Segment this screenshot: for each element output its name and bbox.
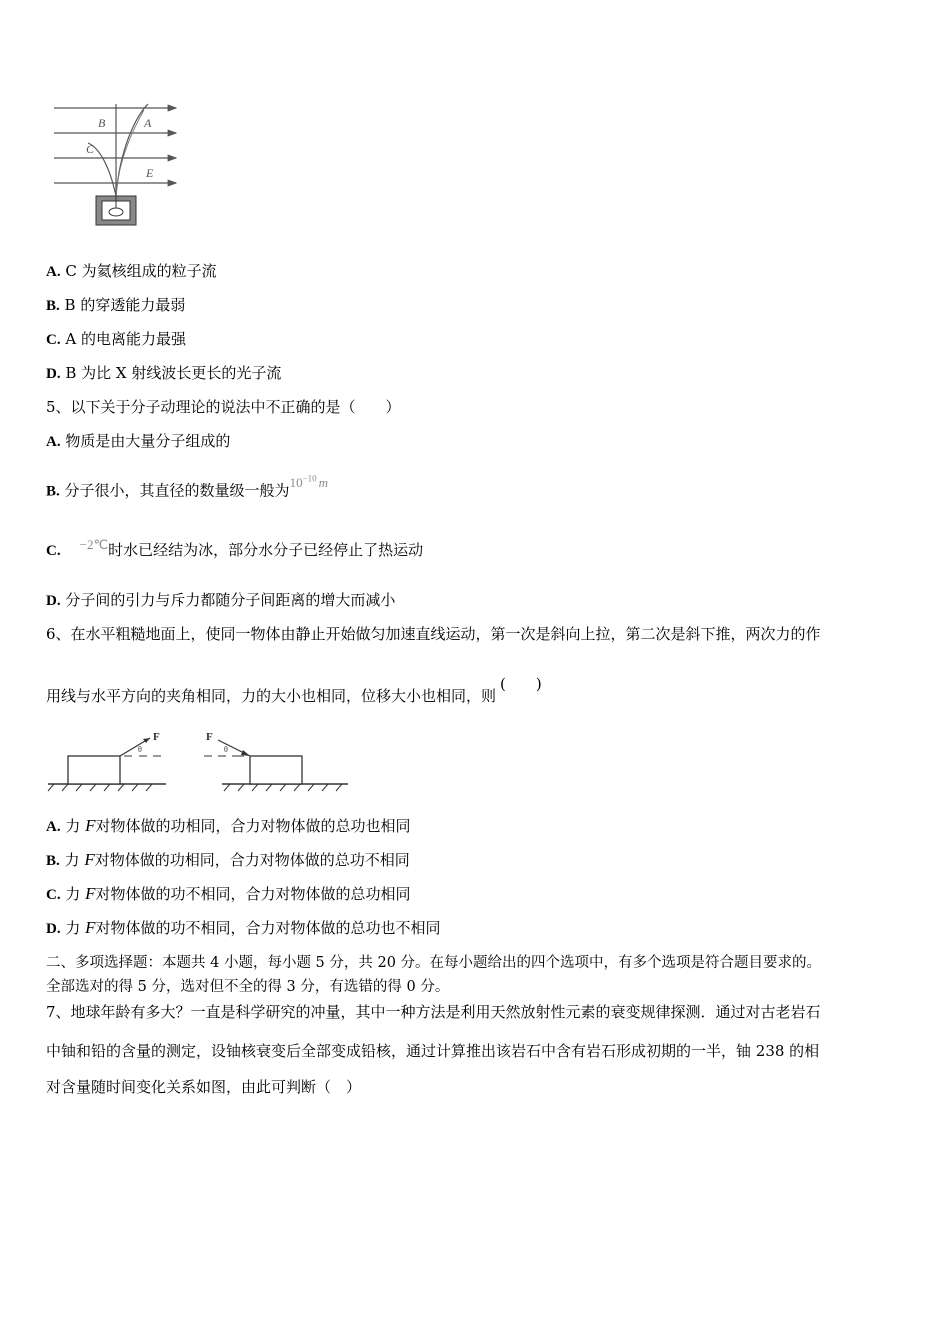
q7-line3: 对含量随时间变化关系如图，由此可判断（ ）	[46, 1078, 362, 1096]
q4-option-a: A. C 为氦核组成的粒子流	[46, 262, 217, 280]
q5-option-a: A. 物质是由大量分子组成的	[46, 432, 231, 450]
q7-line1: 7、地球年龄有多大？一直是科学研究的冲量，其中一种方法是利用天然放射性元素的衰变规律探测．通过对古老岩石	[46, 1003, 821, 1021]
q6-stem-line2: 用线与水平方向的夹角相同，力的大小也相同，位移大小也相同，则( )	[46, 675, 542, 705]
q5-option-c: C. −2℃时水已经结为冰，部分水分子已经停止了热运动	[46, 537, 424, 559]
force-label-left: F	[153, 731, 160, 743]
q5-option-b: B. 分子很小，其直径的数量级一般为$10^{-10}$ m	[46, 474, 329, 500]
q7-line2: 中铀和铅的含量的测定，设铀核衰变后全部变成铅核，通过计算推出该岩石中含有岩石形成初期的一半，铀 238 的相	[46, 1042, 820, 1060]
q4-option-c: C. A 的电离能力最强	[46, 330, 186, 348]
q5-stem: 5、以下关于分子动理论的说法中不正确的是（ ）	[46, 398, 401, 416]
block-left	[68, 756, 120, 784]
label-B: B	[98, 116, 106, 130]
q6-option-c: C. 力 F对物体做的功不相同，合力对物体做的总功相同	[46, 884, 411, 903]
q5-option-d: D. 分子间的引力与斥力都随分子间距离的增大而减小	[46, 591, 396, 609]
radiation-figure	[48, 98, 188, 233]
label-A: A	[144, 116, 152, 130]
q4-option-b: B. B 的穿透能力最弱	[46, 296, 186, 314]
theta-label-right: θ	[224, 745, 228, 754]
q6-force-figure	[46, 728, 356, 794]
block-right	[250, 756, 302, 784]
section2-heading-line2: 全部选对的得 5 分，选对但不全的得 3 分，有选错的得 0 分。	[46, 979, 450, 995]
section2-heading-line1: 二、多项选择题：本题共 4 小题，每小题 5 分，共 20 分。在每小题给出的四个选项中，有多个选项是符合题目要求的。	[46, 955, 822, 971]
theta-label-left: θ	[138, 745, 142, 754]
q4-option-d: D. B 为比 X 射线波长更长的光子流	[46, 364, 282, 382]
q6-stem-line1: 6、在水平粗糙地面上，使同一物体由静止开始做匀加速直线运动，第一次是斜向上拉，第二次是斜下推，两次力的作	[46, 625, 821, 643]
q6-option-a: A. 力 F对物体做的功相同，合力对物体做的总功也相同	[46, 816, 411, 835]
q6-option-d: D. 力 F对物体做的功不相同，合力对物体做的总功也不相同	[46, 918, 441, 937]
force-label-right: F	[206, 731, 213, 743]
q6-option-b: B. 力 F对物体做的功相同，合力对物体做的总功不相同	[46, 850, 410, 869]
label-E: E	[146, 166, 154, 180]
label-C: C	[86, 142, 95, 156]
